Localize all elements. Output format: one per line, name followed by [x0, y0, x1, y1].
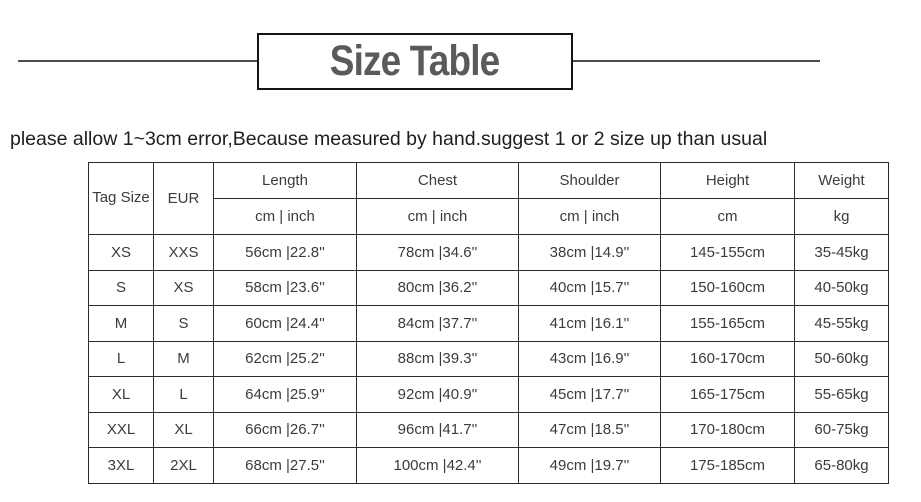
table-cell: 60cm |24.4''	[214, 306, 357, 342]
table-cell: 50-60kg	[795, 341, 889, 377]
size-table-header	[89, 163, 889, 235]
table-cell: 155-165cm	[661, 306, 795, 342]
size-table	[88, 162, 889, 484]
table-cell: 2XL	[154, 448, 214, 484]
table-cell: 43cm |16.9''	[519, 341, 661, 377]
table-row	[89, 306, 889, 342]
table-cell: 35-45kg	[795, 235, 889, 271]
table-cell: 68cm |27.5''	[214, 448, 357, 484]
table-cell: 60-75kg	[795, 412, 889, 448]
table-cell: XXL	[89, 412, 154, 448]
table-cell: 175-185cm	[661, 448, 795, 484]
table-cell: 49cm |19.7''	[519, 448, 661, 484]
unit-weight: kg	[795, 199, 889, 235]
table-cell: 88cm |39.3''	[357, 341, 519, 377]
table-cell: XS	[89, 235, 154, 271]
table-cell: 3XL	[89, 448, 154, 484]
unit-height: cm	[661, 199, 795, 235]
table-cell: 55-65kg	[795, 377, 889, 413]
table-cell: 64cm |25.9''	[214, 377, 357, 413]
table-cell: M	[154, 341, 214, 377]
table-cell: 66cm |26.7''	[214, 412, 357, 448]
table-row	[89, 341, 889, 377]
col-header-shoulder: Shoulder	[519, 163, 661, 199]
table-cell: 41cm |16.1''	[519, 306, 661, 342]
table-cell: 62cm |25.2''	[214, 341, 357, 377]
table-cell: 38cm |14.9''	[519, 235, 661, 271]
table-cell: 150-160cm	[661, 270, 795, 306]
table-row	[89, 377, 889, 413]
table-cell: 47cm |18.5''	[519, 412, 661, 448]
col-header-tag-size: Tag Size	[89, 163, 154, 235]
col-header-eur: EUR	[154, 163, 214, 235]
table-cell: 165-175cm	[661, 377, 795, 413]
title-banner	[0, 0, 921, 122]
unit-shoulder: cm | inch	[519, 199, 661, 235]
table-cell: 160-170cm	[661, 341, 795, 377]
table-cell: 78cm |34.6''	[357, 235, 519, 271]
page-title: Size Table	[330, 37, 500, 85]
table-cell: 56cm |22.8''	[214, 235, 357, 271]
size-table-body	[89, 235, 889, 484]
table-cell: 145-155cm	[661, 235, 795, 271]
table-cell: 40-50kg	[795, 270, 889, 306]
table-row	[89, 235, 889, 271]
unit-chest: cm | inch	[357, 199, 519, 235]
measurement-note: please allow 1~3cm error,Because measured by hand.suggest 1 or 2 size up than usual	[10, 128, 768, 150]
table-cell: 45-55kg	[795, 306, 889, 342]
table-cell: L	[89, 341, 154, 377]
col-header-weight: Weight	[795, 163, 889, 199]
table-cell: 92cm |40.9''	[357, 377, 519, 413]
table-row	[89, 270, 889, 306]
table-cell: S	[89, 270, 154, 306]
table-cell: 45cm |17.7''	[519, 377, 661, 413]
header-row-main	[89, 163, 889, 199]
col-header-length: Length	[214, 163, 357, 199]
table-cell: XL	[89, 377, 154, 413]
unit-length: cm | inch	[214, 199, 357, 235]
table-cell: 170-180cm	[661, 412, 795, 448]
table-cell: M	[89, 306, 154, 342]
banner-rule-right	[573, 60, 820, 62]
table-cell: 96cm |41.7''	[357, 412, 519, 448]
table-cell: 84cm |37.7''	[357, 306, 519, 342]
table-cell: 100cm |42.4''	[357, 448, 519, 484]
table-row	[89, 448, 889, 484]
table-cell: XS	[154, 270, 214, 306]
table-cell: 58cm |23.6''	[214, 270, 357, 306]
col-header-height: Height	[661, 163, 795, 199]
title-box	[257, 33, 573, 90]
table-cell: L	[154, 377, 214, 413]
banner-rule-left	[18, 60, 257, 62]
table-row	[89, 412, 889, 448]
table-cell: S	[154, 306, 214, 342]
table-cell: 80cm |36.2''	[357, 270, 519, 306]
table-cell: 65-80kg	[795, 448, 889, 484]
table-cell: XL	[154, 412, 214, 448]
table-cell: XXS	[154, 235, 214, 271]
col-header-chest: Chest	[357, 163, 519, 199]
table-cell: 40cm |15.7''	[519, 270, 661, 306]
